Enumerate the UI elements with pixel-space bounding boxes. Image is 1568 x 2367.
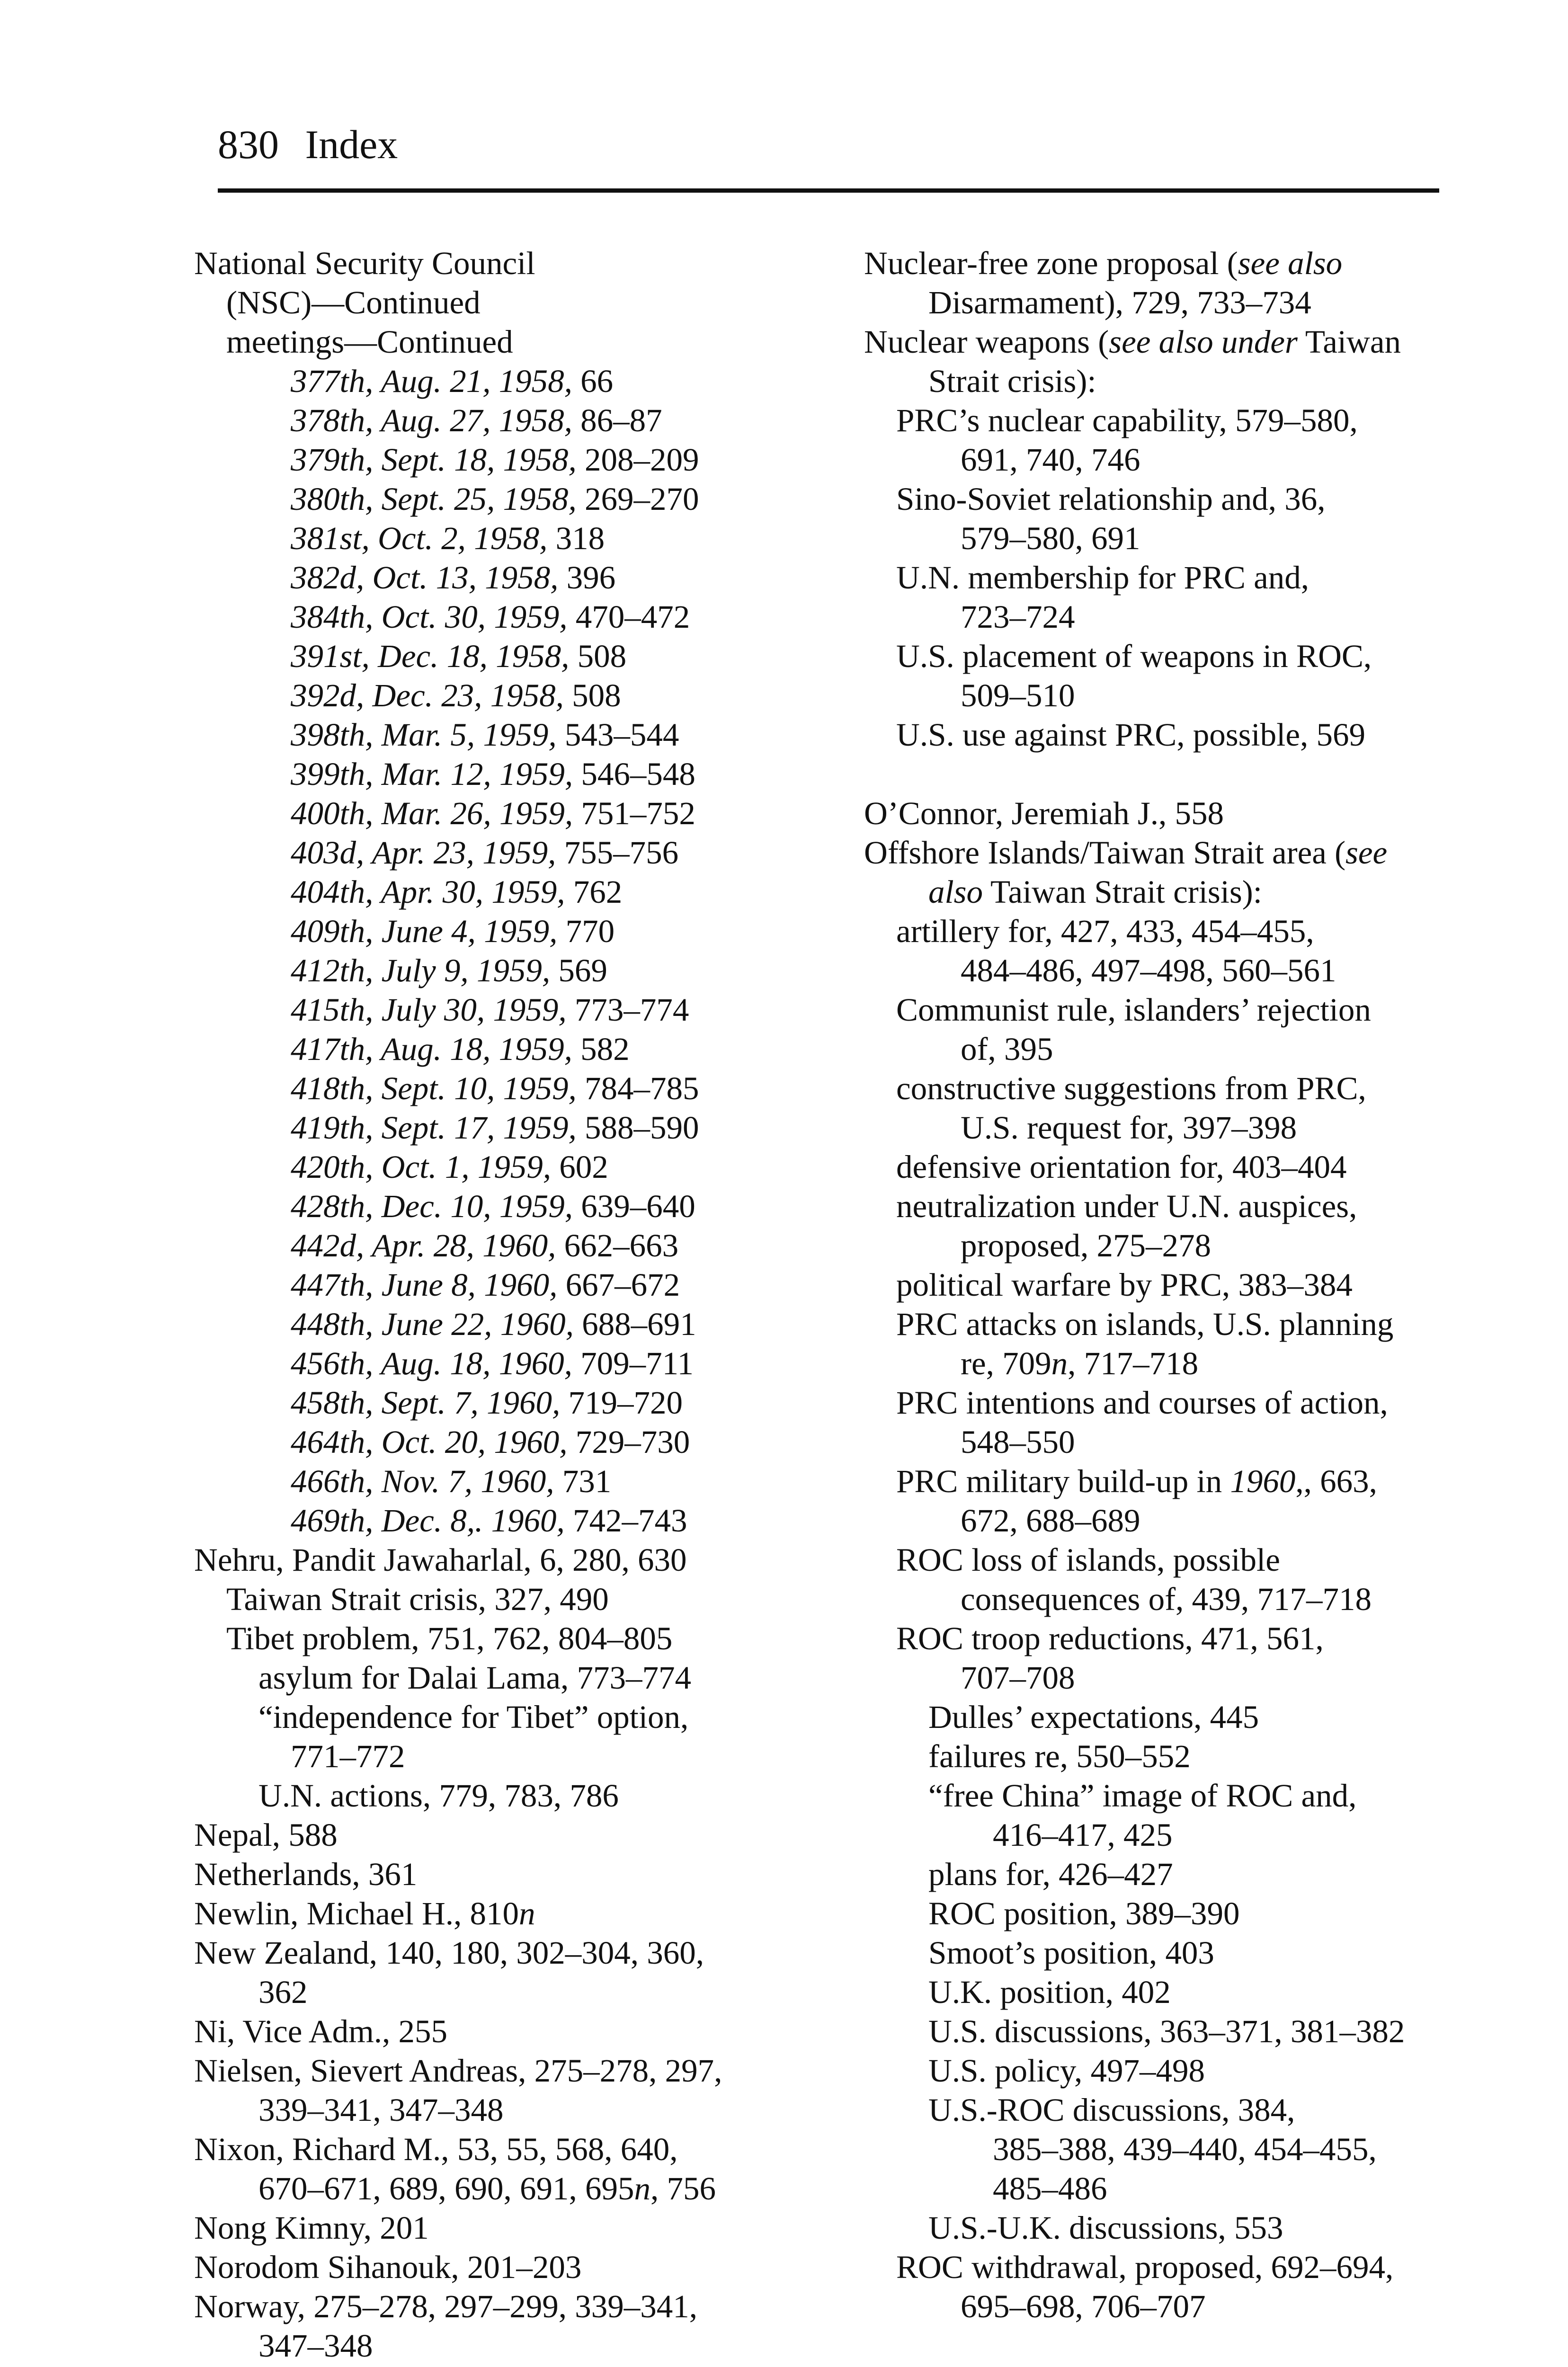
entry-text: 667–672 [557, 1267, 680, 1303]
entry-text: 784–785 [576, 1070, 699, 1106]
entry-text: Strait crisis): [928, 363, 1096, 399]
index-entry [194, 1344, 786, 1383]
entry-text: 731 [554, 1463, 612, 1499]
entry-text: 707–708 [961, 1660, 1075, 1696]
index-entry [194, 2051, 786, 2091]
entry-text: plans for, 426–427 [928, 1856, 1173, 1892]
entry-text: 469th, Dec. 8,. 1960, [291, 1503, 565, 1539]
entry-text: 442d, Apr. 28, 1960, [291, 1228, 556, 1264]
entry-text: U.S. policy, 497–498 [928, 2053, 1205, 2089]
entry-text: 400th, Mar. 26, 1959, [291, 795, 573, 831]
entry-text: constructive suggestions from PRC, [896, 1070, 1366, 1106]
entry-text: PRC attacks on islands, U.S. planning [896, 1306, 1394, 1342]
entry-text: 770 [557, 913, 615, 949]
index-entry [864, 951, 1432, 990]
entry-text: 417th, Aug. 18, 1959, [291, 1031, 572, 1067]
entry-text: 691, 740, 746 [961, 442, 1140, 478]
entry-text: ROC position, 389–390 [928, 1895, 1240, 1931]
entry-text: U.S. discussions, 363–371, 381–382 [928, 2013, 1405, 2049]
index-entry [864, 1855, 1432, 1894]
index-entry [864, 676, 1432, 715]
index-entry [864, 480, 1432, 519]
entry-text: PRC’s nuclear capability, 579–580, [896, 402, 1358, 438]
entry-text: Sino-Soviet relationship and, 36, [896, 481, 1326, 517]
index-entry [194, 1462, 786, 1501]
index-entry [864, 1973, 1432, 2012]
entry-text: Nuclear-free zone proposal ( [864, 245, 1238, 281]
entry-text: ,, 663, [1295, 1463, 1377, 1499]
index-entry [194, 1030, 786, 1069]
index-entry [194, 2169, 786, 2208]
index-entry [194, 322, 786, 362]
entry-text: Nong Kimny, 201 [194, 2210, 429, 2246]
entry-gap [864, 755, 1432, 794]
entry-text: 771–772 [291, 1738, 405, 1774]
entry-text: 396 [558, 560, 616, 596]
index-entry [864, 833, 1432, 872]
entry-text: meetings—Continued [226, 324, 513, 360]
index-entry [194, 1501, 786, 1540]
entry-text: National Security Council [194, 245, 535, 281]
entry-text: 419th, Sept. 17, 1959, [291, 1110, 577, 1146]
index-entry [194, 1894, 786, 1933]
index-entry [864, 1030, 1432, 1069]
index-entry [194, 1815, 786, 1855]
index-entry [194, 440, 786, 480]
index-entry [864, 1540, 1432, 1580]
index-entry [864, 1226, 1432, 1265]
index-entry [864, 637, 1432, 676]
index-entry [194, 1698, 786, 1737]
index-entry [194, 362, 786, 401]
entry-text: Nehru, Pandit Jawaharlal, 6, 280, 630 [194, 1542, 687, 1578]
index-entry [194, 1737, 786, 1776]
entry-text: 508 [569, 638, 627, 674]
index-entry [194, 2130, 786, 2169]
entry-text: 688–691 [573, 1306, 696, 1342]
index-entry [194, 1226, 786, 1265]
index-entry [194, 2287, 786, 2326]
index-entry [194, 2248, 786, 2287]
entry-text: 509–510 [961, 677, 1075, 713]
entry-text: , 756 [650, 2171, 716, 2207]
entry-text: 269–270 [576, 481, 699, 517]
index-column-left [194, 244, 786, 2366]
entry-text: U.S. request for, 397–398 [961, 1110, 1297, 1146]
entry-text: 409th, June 4, 1959, [291, 913, 558, 949]
entry-text: 773–774 [566, 992, 689, 1028]
index-entry [864, 1619, 1432, 1658]
index-entry [864, 912, 1432, 951]
entry-text: 404th, Apr. 30, 1959, [291, 874, 565, 910]
entry-text: Taiwan Strait crisis): [983, 874, 1262, 910]
entry-text: 762 [565, 874, 623, 910]
index-entry [194, 2012, 786, 2051]
entry-text: 416–417, 425 [993, 1817, 1173, 1853]
entry-text: see also [1238, 245, 1343, 281]
entry-text: n [1051, 1345, 1068, 1381]
index-entry [864, 1148, 1432, 1187]
entry-text: U.S. placement of weapons in ROC, [896, 638, 1372, 674]
entry-text: Communist rule, islanders’ rejection [896, 992, 1371, 1028]
index-entry [864, 401, 1432, 440]
entry-text: 548–550 [961, 1424, 1075, 1460]
index-entry [194, 1933, 786, 1973]
running-header [218, 124, 1434, 165]
entry-text: U.S.-U.K. discussions, 553 [928, 2210, 1283, 2246]
index-entry [194, 1108, 786, 1148]
index-entry [194, 755, 786, 794]
entry-text: Newlin, Michael H., 810 [194, 1895, 519, 1931]
entry-text: New Zealand, 140, 180, 302–304, 360, [194, 1935, 704, 1971]
index-entry [194, 1580, 786, 1619]
index-entry [194, 1973, 786, 2012]
entry-text: Netherlands, 361 [194, 1856, 418, 1892]
index-entry [864, 1265, 1432, 1305]
entry-text: 447th, June 8, 1960, [291, 1267, 558, 1303]
entry-text: failures re, 550–552 [928, 1738, 1191, 1774]
entry-text: Tibet problem, 751, 762, 804–805 [226, 1620, 673, 1656]
entry-text: 66 [572, 363, 614, 399]
entry-text: 347–348 [258, 2328, 373, 2364]
index-entry [194, 2091, 786, 2130]
index-entry [194, 715, 786, 755]
entry-text: 377th, Aug. 21, 1958, [291, 363, 572, 399]
entry-text: 208–209 [576, 442, 699, 478]
index-entry [864, 1344, 1432, 1383]
index-entry [864, 283, 1432, 322]
entry-text: Norodom Sihanouk, 201–203 [194, 2249, 582, 2285]
entry-text: 415th, July 30, 1959, [291, 992, 567, 1028]
index-entry [864, 322, 1432, 362]
index-entry [194, 283, 786, 322]
entry-text: artillery for, 427, 433, 454–455, [896, 913, 1314, 949]
index-entry [864, 2287, 1432, 2326]
index-entry [864, 794, 1432, 833]
entry-text: 466th, Nov. 7, 1960, [291, 1463, 554, 1499]
entry-text: 662–663 [556, 1228, 679, 1264]
index-entry [194, 676, 786, 715]
index-entry [194, 1069, 786, 1108]
index-entry [194, 2326, 786, 2366]
index-entry [864, 2012, 1432, 2051]
index-entry [194, 401, 786, 440]
entry-text: 412th, July 9, 1959, [291, 952, 551, 988]
index-entry [864, 715, 1432, 755]
entry-text: 695–698, 706–707 [961, 2288, 1206, 2324]
index-entry [864, 1894, 1432, 1933]
entry-text: 470–472 [567, 599, 690, 635]
entry-text: “independence for Tibet” option, [258, 1699, 689, 1735]
index-entry [194, 519, 786, 558]
entry-text: 755–756 [556, 835, 679, 871]
entry-text: 508 [563, 677, 621, 713]
index-entry [864, 597, 1432, 637]
index-entry [864, 1187, 1432, 1226]
entry-text: 339–341, 347–348 [258, 2092, 504, 2128]
entry-text: Disarmament), 729, 733–734 [928, 285, 1311, 320]
entry-text: Nielsen, Sievert Andreas, 275–278, 297, [194, 2053, 722, 2089]
entry-text: 385–388, 439–440, 454–455, [993, 2131, 1377, 2167]
index-entry [194, 1540, 786, 1580]
entry-text: 398th, Mar. 5, 1959, [291, 717, 557, 753]
entry-text: 546–548 [573, 756, 695, 792]
entry-text: 381st, Oct. 2, 1958, [291, 520, 548, 556]
entry-text: , 717–718 [1068, 1345, 1199, 1381]
entry-text: 719–720 [560, 1385, 683, 1421]
index-entry [864, 1501, 1432, 1540]
entry-text: 378th, Aug. 27, 1958, [291, 402, 572, 438]
entry-text: Ni, Vice Adm., 255 [194, 2013, 448, 2049]
index-entry [194, 833, 786, 872]
entry-text: defensive orientation for, 403–404 [896, 1149, 1347, 1185]
entry-text: 458th, Sept. 7, 1960, [291, 1385, 561, 1421]
entry-text: 670–671, 689, 690, 691, 695 [258, 2171, 634, 2207]
entry-text: 86–87 [572, 402, 662, 438]
entry-text: 723–724 [961, 599, 1075, 635]
index-entry [864, 362, 1432, 401]
index-entry [194, 872, 786, 912]
index-entry [864, 244, 1432, 283]
entry-text: 318 [547, 520, 605, 556]
entry-text: U.N. actions, 779, 783, 786 [258, 1778, 619, 1814]
index-entry [864, 1698, 1432, 1737]
entry-text: Norway, 275–278, 297–299, 339–341, [194, 2288, 698, 2324]
entry-text: asylum for Dalai Lama, 773–774 [258, 1660, 692, 1696]
index-entry [194, 1187, 786, 1226]
index-entry [194, 1305, 786, 1344]
entry-text: U.N. membership for PRC and, [896, 560, 1310, 596]
running-title: Index [305, 122, 398, 167]
index-entry [864, 990, 1432, 1030]
entry-text: neutralization under U.N. auspices, [896, 1188, 1357, 1224]
index-entry [864, 440, 1432, 480]
entry-text: 709–711 [572, 1345, 694, 1381]
entry-text: 382d, Oct. 13, 1958, [291, 560, 559, 596]
index-entry [194, 597, 786, 637]
header-rule [218, 188, 1439, 193]
entry-text: see [1345, 835, 1388, 871]
index-entry [864, 1069, 1432, 1108]
entry-text: U.S. use against PRC, possible, 569 [896, 717, 1365, 753]
entry-text: 384th, Oct. 30, 1959, [291, 599, 568, 635]
index-entry [194, 1265, 786, 1305]
index-entry [864, 519, 1432, 558]
index-entry [194, 244, 786, 283]
entry-text: proposed, 275–278 [961, 1228, 1211, 1264]
entry-text: 639–640 [573, 1188, 695, 1224]
entry-text: ROC withdrawal, proposed, 692–694, [896, 2249, 1394, 2285]
entry-text: consequences of, 439, 717–718 [961, 1581, 1372, 1617]
entry-text: of, 395 [961, 1031, 1053, 1067]
entry-text: 602 [551, 1149, 608, 1185]
index-entry [864, 1658, 1432, 1698]
entry-text: 399th, Mar. 12, 1959, [291, 756, 573, 792]
index-entry [194, 990, 786, 1030]
entry-text: also [928, 874, 983, 910]
index-entry [864, 1423, 1432, 1462]
index-entry [864, 1580, 1432, 1619]
entry-text: political warfare by PRC, 383–384 [896, 1267, 1353, 1303]
index-entry [864, 1108, 1432, 1148]
index-entry [194, 1776, 786, 1815]
page-number: 830 [218, 122, 279, 167]
entry-text: (NSC)—Continued [226, 285, 481, 320]
entry-text: 484–486, 497–498, 560–561 [961, 952, 1336, 988]
entry-text: 588–590 [576, 1110, 699, 1146]
entry-text: Taiwan Strait crisis, 327, 490 [226, 1581, 609, 1617]
entry-text: Nixon, Richard M., 53, 55, 568, 640, [194, 2131, 678, 2167]
entry-text: 420th, Oct. 1, 1959, [291, 1149, 552, 1185]
index-entry [194, 558, 786, 597]
entry-text: 380th, Sept. 25, 1958, [291, 481, 577, 517]
entry-text: 403d, Apr. 23, 1959, [291, 835, 556, 871]
entry-text: Dulles’ expectations, 445 [928, 1699, 1259, 1735]
index-entry [864, 872, 1432, 912]
entry-text: 418th, Sept. 10, 1959, [291, 1070, 577, 1106]
entry-text: 543–544 [556, 717, 679, 753]
entry-text: “free China” image of ROC and, [928, 1778, 1357, 1814]
index-entry [194, 951, 786, 990]
entry-text: 1960 [1230, 1463, 1296, 1499]
entry-text: 362 [258, 1974, 308, 2010]
index-entry [194, 1423, 786, 1462]
entry-text: 464th, Oct. 20, 1960, [291, 1424, 568, 1460]
entry-text: Nepal, 588 [194, 1817, 338, 1853]
entry-text: 579–580, 691 [961, 520, 1140, 556]
entry-text: ROC loss of islands, possible [896, 1542, 1280, 1578]
entry-text: 391st, Dec. 18, 1958, [291, 638, 570, 674]
entry-text: re, 709 [961, 1345, 1051, 1381]
index-entry [864, 558, 1432, 597]
index-entry [864, 1933, 1432, 1973]
entry-text: 672, 688–689 [961, 1503, 1140, 1539]
entry-text: Offshore Islands/Taiwan Strait area ( [864, 835, 1346, 871]
index-entry [864, 2248, 1432, 2287]
entry-text: Smoot’s position, 403 [928, 1935, 1214, 1971]
entry-text: 569 [550, 952, 607, 988]
index-entry [864, 2169, 1432, 2208]
entry-text: n [519, 1895, 535, 1931]
index-entry [194, 2208, 786, 2248]
index-entry [864, 1815, 1432, 1855]
entry-text: 428th, Dec. 10, 1959, [291, 1188, 573, 1224]
index-entry [194, 912, 786, 951]
entry-text: see also under [1109, 324, 1298, 360]
index-entry [864, 2208, 1432, 2248]
index-entry [194, 1855, 786, 1894]
index-entry [864, 2130, 1432, 2169]
entry-text: 392d, Dec. 23, 1958, [291, 677, 564, 713]
entry-text: Taiwan [1297, 324, 1401, 360]
entry-text: 582 [572, 1031, 630, 1067]
index-entry [864, 1462, 1432, 1501]
index-entry [864, 1776, 1432, 1815]
entry-text: 448th, June 22, 1960, [291, 1306, 574, 1342]
entry-text: 729–730 [567, 1424, 690, 1460]
index-entry [194, 1658, 786, 1698]
entry-text: Nuclear weapons ( [864, 324, 1109, 360]
index-column-right [864, 244, 1432, 2326]
index-entry [194, 1148, 786, 1187]
index-entry [194, 1619, 786, 1658]
entry-text: 379th, Sept. 18, 1958, [291, 442, 577, 478]
entry-text: 742–743 [564, 1503, 687, 1539]
entry-text: O’Connor, Jeremiah J., 558 [864, 795, 1224, 831]
index-entry [864, 1305, 1432, 1344]
entry-text: ROC troop reductions, 471, 561, [896, 1620, 1324, 1656]
entry-text: n [634, 2171, 650, 2207]
entry-text: 751–752 [573, 795, 695, 831]
entry-text: U.K. position, 402 [928, 1974, 1171, 2010]
entry-text: 485–486 [993, 2171, 1107, 2207]
index-entry [194, 637, 786, 676]
index-entry [194, 794, 786, 833]
index-entry [864, 1737, 1432, 1776]
entry-text: PRC military build-up in [896, 1463, 1230, 1499]
index-entry [864, 2091, 1432, 2130]
entry-text: U.S.-ROC discussions, 384, [928, 2092, 1295, 2128]
index-entry [864, 1383, 1432, 1423]
entry-text: PRC intentions and courses of action, [896, 1385, 1388, 1421]
index-entry [194, 480, 786, 519]
index-entry [864, 2051, 1432, 2091]
index-entry [194, 1383, 786, 1423]
entry-text: 456th, Aug. 18, 1960, [291, 1345, 572, 1381]
